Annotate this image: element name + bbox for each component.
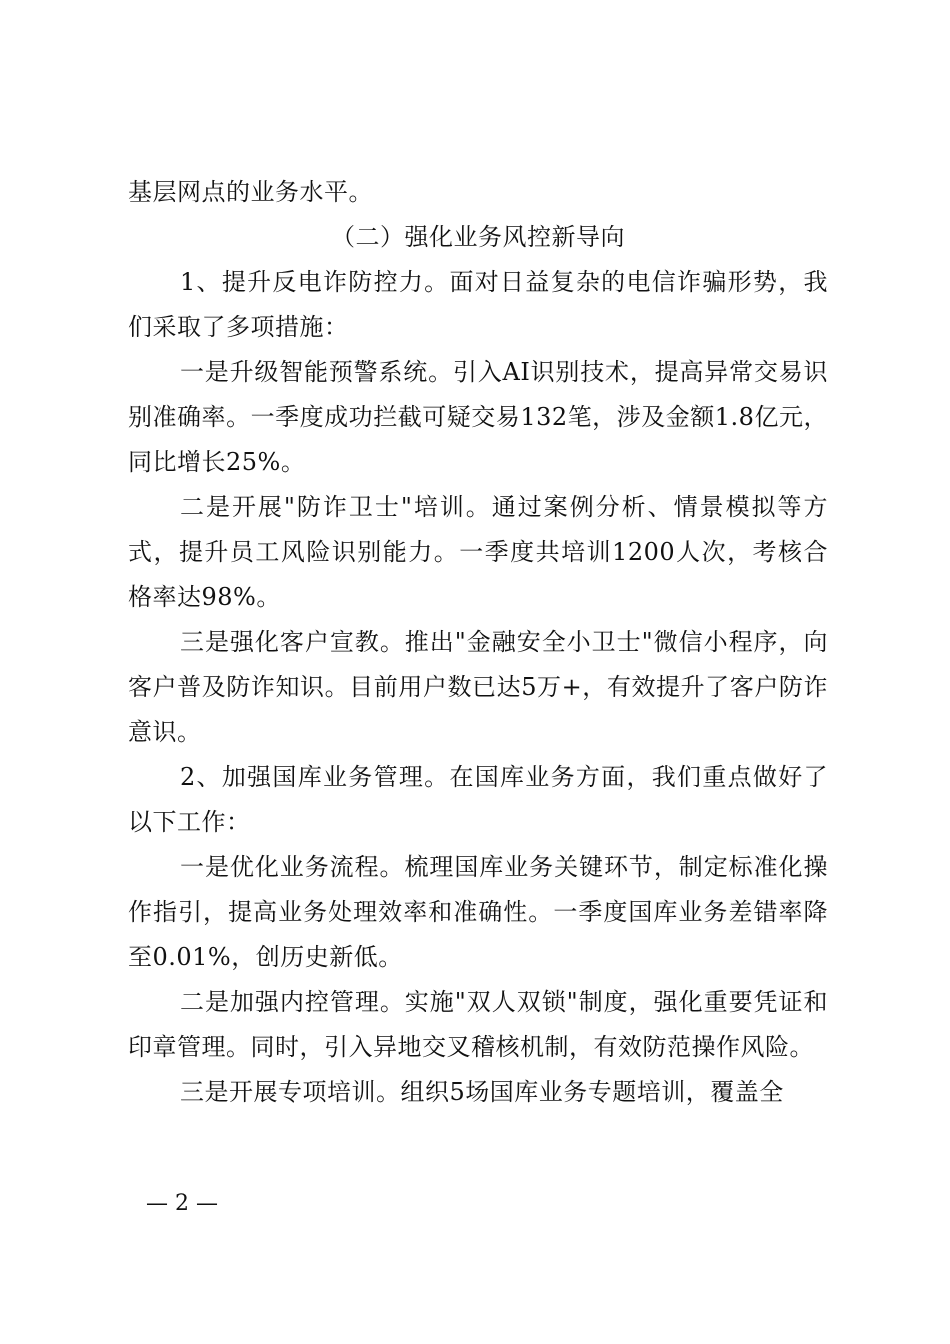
paragraph-continuation: 基层网点的业务水平。 <box>128 178 373 206</box>
paragraph-training: 二是开展"防诈卫士"培训。通过案例分析、情景模拟等方式，提升员工风险识别能力。一季度共培训1200人次，考核合格率达98%。 <box>128 493 828 611</box>
paragraph-treasury-management: 2、加强国库业务管理。在国库业务方面，我们重点做好了以下工作： <box>128 763 828 836</box>
paragraph-special-training: 三是开展专项培训。组织5场国库业务专题培训，覆盖全 <box>180 1078 784 1106</box>
paragraph-anti-fraud: 1、提升反电诈防控力。面对日益复杂的电信诈骗形势，我们采取了多项措施： <box>128 268 828 341</box>
section-heading: （二）强化业务风控新导向 <box>331 223 625 251</box>
paragraph-process-optimization: 一是优化业务流程。梳理国库业务关键环节，制定标准化操作指引，提高业务处理效率和准确性。一季度国库业务差错率降至0.01%，创历史新低。 <box>128 853 828 971</box>
document-body <box>128 170 828 1115</box>
paragraph-warning-system: 一是升级智能预警系统。引入AI识别技术，提高异常交易识别准确率。一季度成功拦截可疑交易132笔，涉及金额1.8亿元，同比增长25%。 <box>128 358 828 476</box>
paragraph-internal-control: 二是加强内控管理。实施"双人双锁"制度，强化重要凭证和印章管理。同时，引入异地交叉稽核机制，有效防范操作风险。 <box>128 988 828 1061</box>
paragraph-customer-education: 三是强化客户宣教。推出"金融安全小卫士"微信小程序，向客户普及防诈知识。目前用户数已达5万+，有效提升了客户防诈意识。 <box>128 628 828 746</box>
page-number: — 2 — <box>146 1191 218 1216</box>
